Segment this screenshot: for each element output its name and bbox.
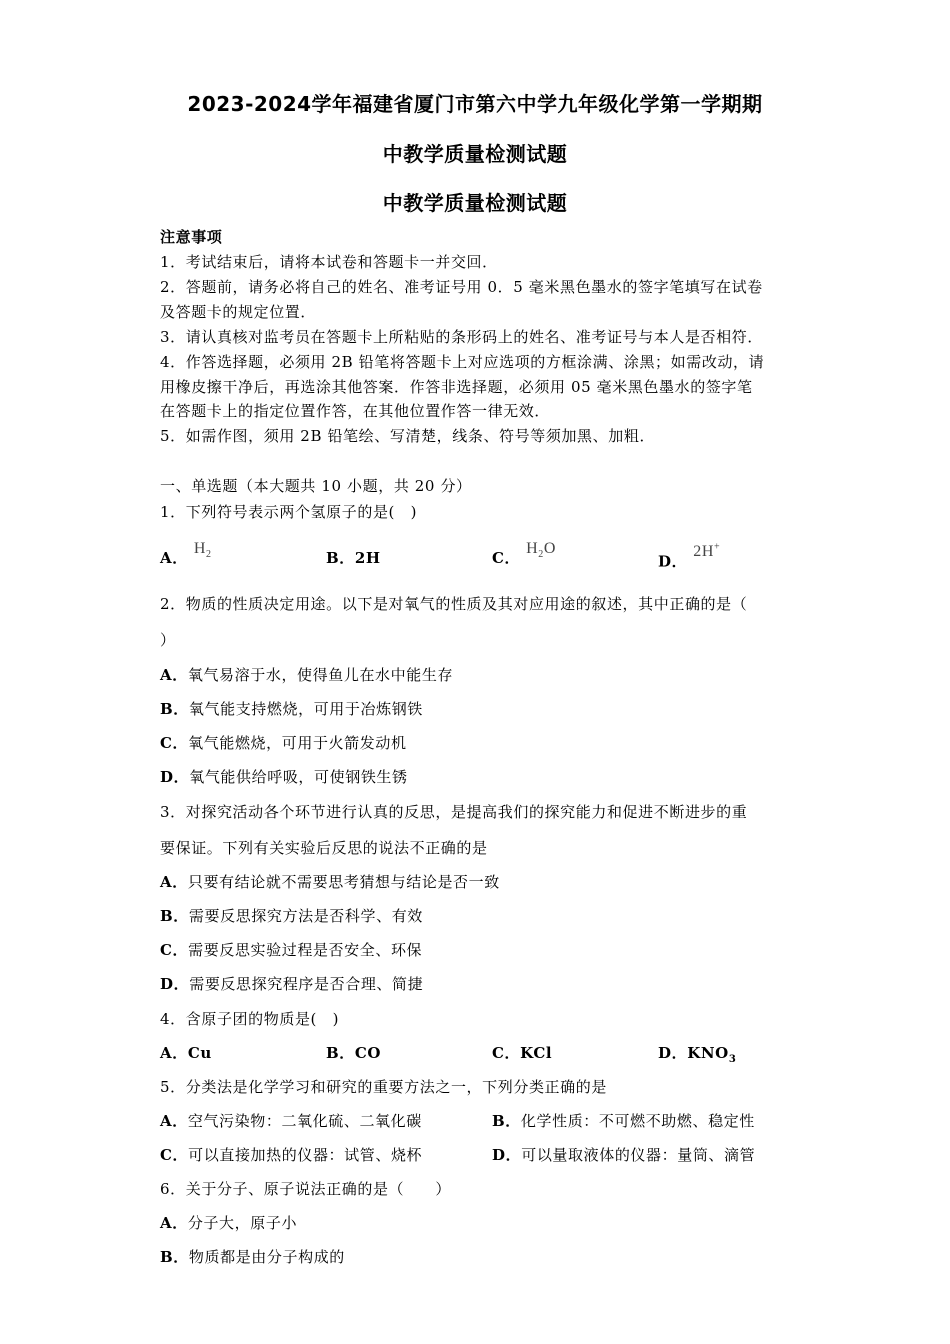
question-4-stem: 4．含原子团的物质是( ) bbox=[160, 1010, 340, 1028]
notice-line: 及答题卡的规定位置． bbox=[160, 303, 317, 321]
notice-line: 用橡皮擦干净后，再选涂其他答案．作答非选择题，必须用 05 毫米黑色墨水的签字笔 bbox=[160, 378, 753, 396]
question-3-option-a: A．只要有结论就不需要思考猜想与结论是否一致 bbox=[160, 873, 500, 891]
question-2-stem: 2．物质的性质决定用途。以下是对氧气的性质及其对应用途的叙述，其中正确的是（ bbox=[160, 595, 748, 613]
notice-line: 3．请认真核对监考员在答题卡上所粘贴的条形码上的姓名、准考证号与本人是否相符． bbox=[160, 328, 763, 346]
question-5-option-a: A．空气污染物：二氧化硫、二氧化碳 bbox=[160, 1112, 422, 1130]
question-3-stem-cont: 要保证。下列有关实验后反思的说法不正确的是 bbox=[160, 839, 488, 857]
option-label: C． bbox=[492, 549, 521, 567]
question-5-option-c: C．可以直接加热的仪器：试管、烧杯 bbox=[160, 1146, 423, 1164]
exam-title-line-3: 中教学质量检测试题 bbox=[382, 191, 568, 215]
question-1-option-a bbox=[160, 540, 212, 575]
notice-line: 1．考试结束后，请将本试卷和答题卡一并交回． bbox=[160, 253, 498, 271]
question-2-option-b: B．氧气能支持燃烧，可用于冶炼钢铁 bbox=[160, 700, 423, 718]
question-2-stem-cont: ） bbox=[160, 631, 176, 649]
option-text: 2H bbox=[354, 549, 381, 567]
question-5-stem: 5．分类法是化学学习和研究的重要方法之一，下列分类正确的是 bbox=[160, 1078, 607, 1096]
question-1-option-d bbox=[658, 542, 721, 572]
notice-line: 4．作答选择题，必须用 2B 铅笔将答题卡上对应选项的方框涂满、涂黑；如需改动，请 bbox=[160, 353, 765, 371]
question-1-option-b bbox=[326, 548, 381, 568]
question-4-option-b: B．CO bbox=[326, 1044, 382, 1062]
section-heading: 一、单选题（本大题共 10 小题，共 20 分） bbox=[160, 477, 472, 495]
question-4-option-d: D．$KNO_3$ bbox=[658, 1044, 737, 1065]
question-3-option-c: C．需要反思实验过程是否安全、环保 bbox=[160, 941, 423, 959]
notice-heading: 注意事项 bbox=[160, 228, 223, 246]
question-1-option-c bbox=[492, 540, 557, 575]
question-6-option-b: B．物质都是由分子构成的 bbox=[160, 1248, 345, 1266]
question-6-stem: 6．关于分子、原子说法正确的是（ ） bbox=[160, 1180, 451, 1198]
notice-line: 在答题卡上的指定位置作答，在其他位置作答一律无效． bbox=[160, 402, 551, 420]
notice-line: 2．答题前，请务必将自己的姓名、准考证号用 0．5 毫米黑色墨水的签字笔填写在试卷 bbox=[160, 278, 763, 296]
option-label: B． bbox=[326, 549, 355, 567]
option-label: A． bbox=[160, 549, 188, 567]
question-5-option-d: D．可以量取液体的仪器：量筒、滴管 bbox=[492, 1146, 756, 1164]
question-5-option-b: B．化学性质：不可燃不助燃、稳定性 bbox=[492, 1112, 755, 1130]
question-3-stem: 3．对探究活动各个环节进行认真的反思，是提高我们的探究能力和促进不断进步的重 bbox=[160, 803, 748, 821]
exam-title-line-1: 2023-2024学年福建省厦门市第六中学九年级化学第一学期期 bbox=[187, 92, 763, 116]
question-2-option-a: A．氧气易溶于水，使得鱼儿在水中能生存 bbox=[160, 666, 454, 684]
question-3-option-b: B．需要反思探究方法是否科学、有效 bbox=[160, 907, 423, 925]
formula-h2o: $H_2O$ bbox=[526, 540, 557, 561]
formula-2h-plus: 2H+ bbox=[693, 542, 721, 561]
question-6-option-a: A．分子大，原子小 bbox=[160, 1214, 298, 1232]
question-1-stem: 1．下列符号表示两个氢原子的是( ) bbox=[160, 503, 418, 521]
question-2-option-c: C．氧气能燃烧，可用于火箭发动机 bbox=[160, 734, 407, 752]
question-2-option-d: D．氧气能供给呼吸，可使钢铁生锈 bbox=[160, 768, 408, 786]
question-4-option-a: A．Cu bbox=[160, 1044, 212, 1062]
formula-h2: $H_2$ bbox=[193, 540, 212, 561]
exam-title-line-2: 中教学质量检测试题 bbox=[382, 142, 568, 166]
question-4-option-c: C．KCl bbox=[492, 1044, 553, 1062]
option-label: D． bbox=[658, 552, 688, 571]
notice-line: 5．如需作图，须用 2B 铅笔绘、写清楚，线条、符号等须加黑、加粗． bbox=[160, 427, 656, 445]
question-3-option-d: D．需要反思探究程序是否合理、简捷 bbox=[160, 975, 424, 993]
